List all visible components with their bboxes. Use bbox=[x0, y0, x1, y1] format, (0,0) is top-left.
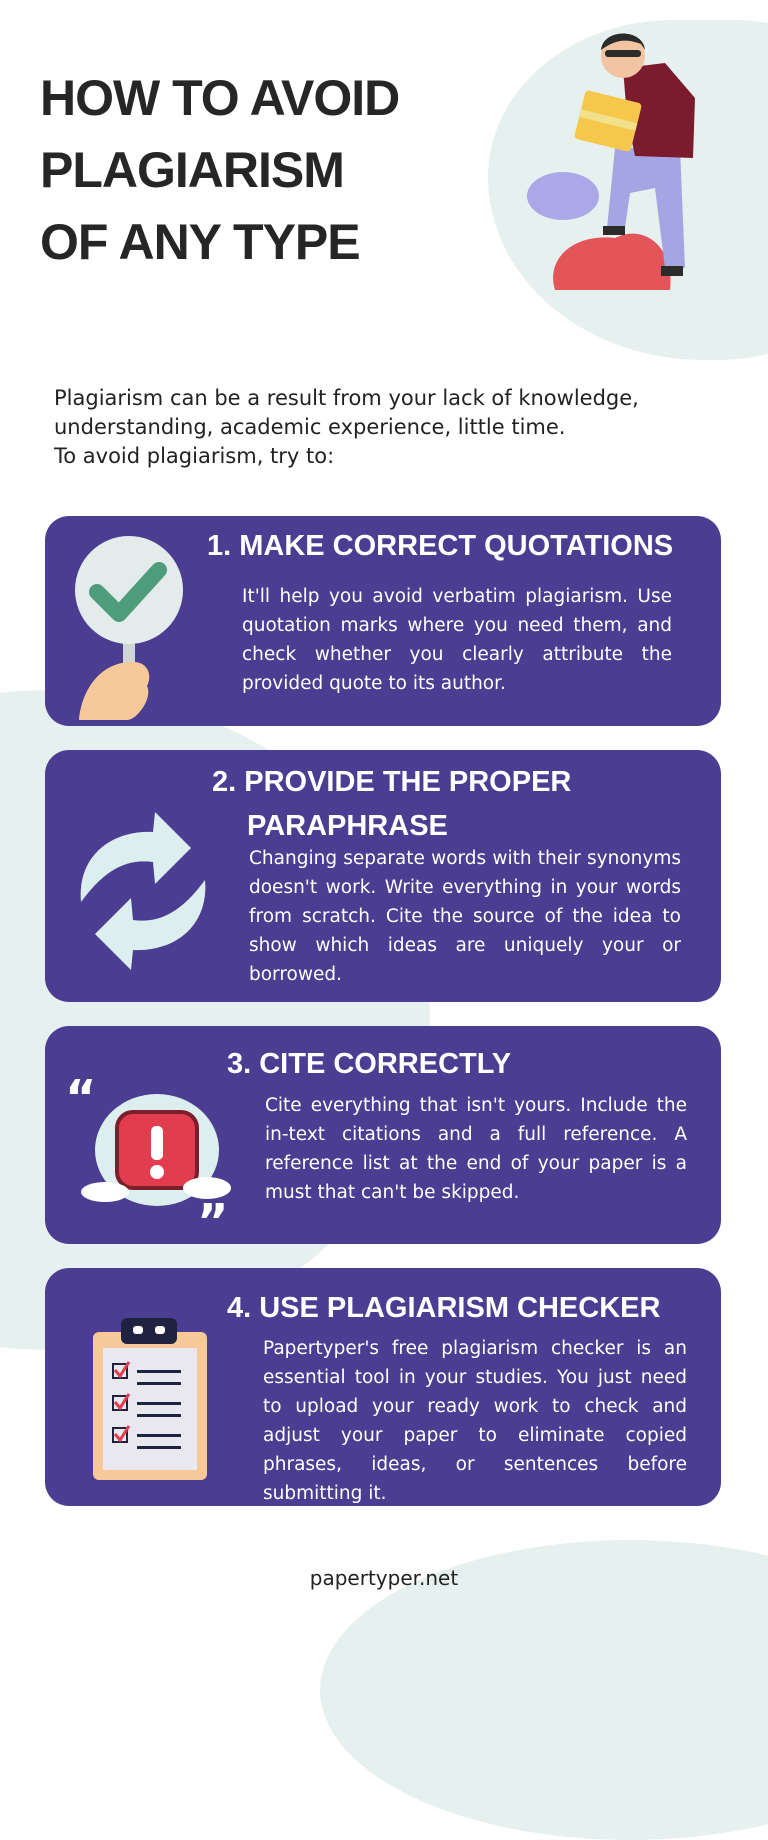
site-url[interactable]: papertyper.net bbox=[309, 1566, 459, 1590]
page-title bbox=[40, 62, 399, 278]
checklist-clipboard-icon bbox=[93, 1318, 211, 1480]
intro-line-2: understanding, academic experience, little time. bbox=[54, 415, 566, 439]
thief-shoe bbox=[661, 266, 683, 276]
checkmark-sign-icon bbox=[67, 534, 197, 720]
card-3-body: Cite everything that isn't yours. Include the in-text citations and a full reference. A reference list at the end of your paper is a must that can't be skipped. bbox=[265, 1095, 687, 1203]
warning-quote-icon bbox=[65, 1078, 245, 1228]
card-1-body: It'll help you avoid verbatim plagiarism. Use quotation marks where you need them, and check whether you clearly attribute the provided quote to its author. bbox=[242, 586, 672, 694]
tip-card-quotations bbox=[45, 516, 721, 726]
card-2-heading-line-1: 2. PROVIDE THE PROPER bbox=[212, 766, 572, 798]
tip-card-checker bbox=[45, 1268, 721, 1506]
tip-card-paraphrase bbox=[45, 750, 721, 1002]
thief-mask bbox=[605, 50, 641, 57]
card-4-heading: 4. USE PLAGIARISM CHECKER bbox=[227, 1292, 661, 1324]
thief-illustration bbox=[515, 28, 740, 303]
intro-line-1: Plagiarism can be a result from your lack of knowledge, bbox=[54, 386, 639, 410]
open-quote-glyph: “ bbox=[65, 1078, 97, 1126]
title-line-3: OF ANY TYPE bbox=[40, 214, 360, 270]
title-line-2: PLAGIARISM bbox=[40, 142, 344, 198]
red-rock bbox=[553, 234, 670, 290]
card-2-body: Changing separate words with their synonyms doesn't work. Write everything in your words from scratch. Cite the source of the idea to show which ideas are uniquely your or borrowed. bbox=[249, 848, 681, 985]
card-2-heading-line-2: PARAPHRASE bbox=[247, 810, 448, 842]
card-1-heading: 1. MAKE CORRECT QUOTATIONS bbox=[207, 530, 674, 562]
card-3-heading: 3. CITE CORRECTLY bbox=[227, 1048, 512, 1080]
tip-card-cite bbox=[45, 1026, 721, 1244]
title-line-1: HOW TO AVOID bbox=[40, 70, 400, 126]
intro-text bbox=[54, 384, 734, 471]
blue-cloud-rock bbox=[527, 172, 599, 220]
swap-arrows-icon bbox=[73, 810, 213, 975]
card-4-body: Papertyper's free plagiarism checker is an essential tool in your studies. You just need to upload your ready work to check and adjust your paper to eliminate copied phrases, ideas, or sentences before submitting it. bbox=[263, 1338, 687, 1504]
close-quote-glyph: ” bbox=[197, 1194, 229, 1228]
intro-line-3: To avoid plagiarism, try to: bbox=[54, 444, 335, 468]
thief-shoe-2 bbox=[603, 226, 625, 235]
